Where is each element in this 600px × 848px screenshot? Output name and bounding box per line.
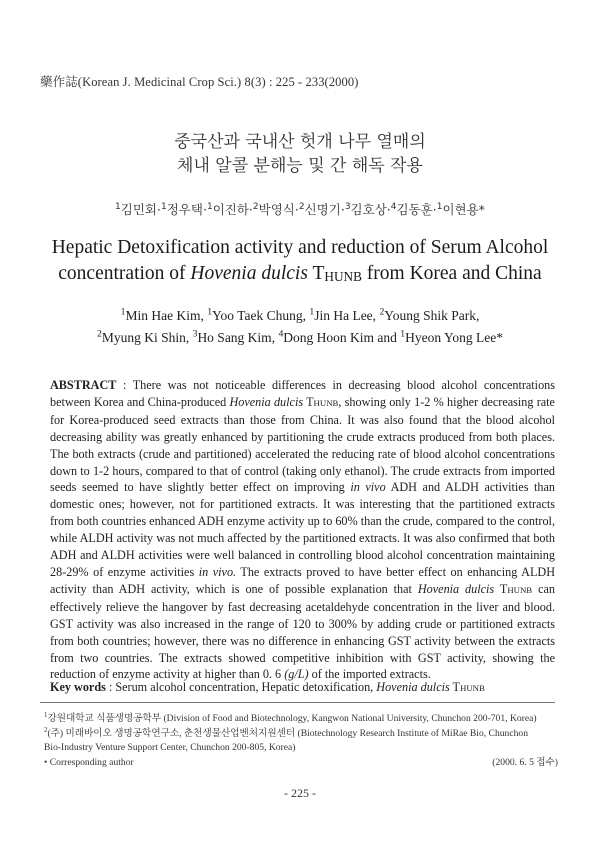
english-author-name: Min Hae Kim, <box>125 308 208 323</box>
author-separator: · <box>157 202 161 217</box>
author-affiliation-marker: 2 <box>298 201 305 212</box>
keywords-subscript: HUNB <box>460 683 485 693</box>
english-title-prefix: concentration of <box>58 263 191 284</box>
korean-title <box>0 130 600 178</box>
journal-header: 藥作誌(Korean J. Medicinal Crop Sci.) 8(3) : 225 - 233(2000) <box>40 75 359 89</box>
author-affiliation-marker: 4 <box>390 201 397 212</box>
english-title <box>0 235 600 290</box>
abstract-text-4: ADH and ALDH activities than domestic ones; however, not for partitioned extracts. It was interesting that the partitioned extracts from both countries enhanced ADH enzyme activity up to 60% than the crude, compared to the control, while ALDH activity was not much affected by the partitioned extracts. It was also confirmed that both ADH and ALDH activities were well balanced in controlling blood alcohol concentration maintaining 28-29% of enzyme activities <box>50 480 556 579</box>
english-author-name: Hyeon Yong Lee* <box>405 330 504 345</box>
abstract-unit: (g/L) <box>284 667 309 682</box>
author-affiliation-marker: 1 <box>120 306 126 318</box>
english-author-list <box>0 305 600 349</box>
author-separator: · <box>386 202 391 217</box>
footnote-divider <box>40 702 555 703</box>
author-separator: · <box>248 202 253 217</box>
english-title-line-1: Hepatic Detoxification activity and reduction of Serum Alcohol <box>51 237 549 258</box>
author-affiliation-marker: 3 <box>192 328 198 340</box>
korean-author-name: 정우택 <box>166 202 203 217</box>
footnote-2-text: (주) 미래바이오 생명공학연구소, 춘천생물산업벤처지원센터 (Biotechnology Research Institute of MiRae Bio, Chunchon <box>47 728 528 739</box>
footnote-affiliation-2-cont: Bio-Industry Venture Support Center, Chunchon 200-805, Korea) <box>44 742 296 753</box>
english-title-suffix: from Korea and China <box>361 263 542 284</box>
korean-author-name: 김호상 <box>350 202 387 217</box>
keywords-text: Serum alcohol concentration, Hepatic detoxification, <box>115 680 377 694</box>
abstract-invivo-2: in vivo. <box>198 564 237 579</box>
abstract-text-7: can effectively relieve the hangover by fast decreasing acetaldehyde concentration in the liver and blood. GST activity was also increased in the range of 120 to 300% by adding crude or partitioned extracts from both countries; however, there was no difference in enhancing GST activity between the extracts from two countries. The extracts showed competitive inhibition with GST activity, showing the reduction of enzyme activity at higher than 0. 6 <box>50 581 555 682</box>
footnote-affiliation-1 <box>44 712 558 726</box>
english-author-name: Ho Sang Kim, <box>197 330 279 345</box>
english-author-name: Yoo Taek Chung, <box>212 308 310 323</box>
abstract <box>50 377 555 683</box>
author-affiliation-marker: 1 <box>207 306 213 318</box>
english-authors-line-2 <box>0 327 600 349</box>
author-affiliation-marker: 4 <box>278 328 284 340</box>
english-author-name: Dong Hoon Kim and <box>283 330 401 345</box>
author-affiliation-marker: 1 <box>206 201 213 212</box>
english-title-species: Hovenia dulcis <box>190 263 308 284</box>
keywords-T: T <box>449 680 461 694</box>
korean-author-name: 박영식 <box>258 202 295 217</box>
abstract-text-2: T <box>303 394 314 409</box>
abstract-invivo-1: in vivo <box>350 480 386 495</box>
author-affiliation-marker: 2 <box>252 201 259 212</box>
abstract-species-2: Hovenia dulcis <box>417 581 495 596</box>
footnote-1-marker: 1 <box>44 711 48 719</box>
abstract-subscript-1: HUNB <box>313 397 339 408</box>
keywords-separator: : <box>105 680 116 694</box>
author-affiliation-marker: 1 <box>161 201 167 212</box>
korean-title-line-2: 체내 알콜 분해능 및 간 해독 작용 <box>177 156 423 176</box>
keywords-label: Key words <box>50 680 106 694</box>
author-separator: · <box>294 202 299 217</box>
korean-author-name: 신명기 <box>304 202 341 217</box>
korean-author-name: 이진하 <box>212 202 249 217</box>
abstract-subscript-2: HUNB <box>507 584 533 595</box>
abstract-text-8: of the imported extracts. <box>308 667 431 682</box>
korean-title-line-1: 중국산과 국내산 헛개 나무 열매의 <box>174 132 426 152</box>
author-affiliation-marker: 1 <box>115 201 121 212</box>
author-separator: · <box>202 202 207 217</box>
footnote-1-text: 강원대학교 식품생명공학부 (Division of Food and Biotechnology, Kangwon National University, Chunchon 200-701, Korea) <box>47 713 537 724</box>
english-author-name: Myung Ki Shin, <box>101 330 193 345</box>
author-separator: · <box>340 202 345 217</box>
author-affiliation-marker: 3 <box>344 201 351 212</box>
keywords <box>50 680 555 695</box>
korean-author-name: 이현용* <box>442 202 485 217</box>
author-affiliation-marker: 1 <box>309 306 315 318</box>
footnote-affiliation-2 <box>44 727 558 741</box>
korean-author-list <box>0 200 600 218</box>
abstract-text-6: T <box>494 581 508 596</box>
author-separator: · <box>432 202 437 217</box>
abstract-text-1: There was not noticeable differences in decreasing blood alcohol concentrations between Korea and China-produced <box>50 378 556 409</box>
korean-author-name: 김민회 <box>120 202 158 217</box>
author-affiliation-marker: 2 <box>379 306 385 318</box>
author-affiliation-marker: 1 <box>436 201 443 212</box>
english-author-name: Young Shik Park, <box>384 308 480 323</box>
abstract-text-5: The extracts proved to have better effect on enhancing ALDH activity than ADH activity, which is one of possible explanation that <box>50 564 555 596</box>
footnote-2-marker: 2 <box>44 726 48 734</box>
english-title-T: T <box>312 263 325 284</box>
page-number: - 225 - <box>284 786 316 800</box>
english-title-line-2 <box>0 261 600 290</box>
english-author-name: Jin Ha Lee, <box>314 308 380 323</box>
korean-author-name: 김동훈 <box>396 202 433 217</box>
corresponding-author-note: • Corresponding author <box>44 757 134 768</box>
keywords-species: Hovenia dulcis <box>376 680 450 694</box>
abstract-species-1: Hovenia dulcis <box>229 394 304 409</box>
abstract-separator: : <box>116 378 133 392</box>
abstract-text-3: , showing only 1-2 % higher decreasing rate for Korea-produced seed extracts than those from China. It was also found that the blood alcohol decreasing ability was greatly enhanced by partitioning the crude extracts produced from both places. The both extracts (crude and partitioned) accelerated the reducing rate of blood alcohol concentrations down to 1-2 hours, compared to that of control (taking only ethanol). The crude extracts from imported seeds seemed to have slightly better effect on improving <box>50 394 555 495</box>
abstract-label: ABSTRACT <box>50 378 117 392</box>
author-affiliation-marker: 2 <box>96 328 102 340</box>
english-authors-line-1 <box>0 305 600 327</box>
english-title-subscript: HUNB <box>324 268 362 284</box>
footnote-corresponding <box>44 756 558 770</box>
received-date: (2000. 6. 5 접수) <box>492 757 558 768</box>
author-affiliation-marker: 1 <box>400 328 406 340</box>
